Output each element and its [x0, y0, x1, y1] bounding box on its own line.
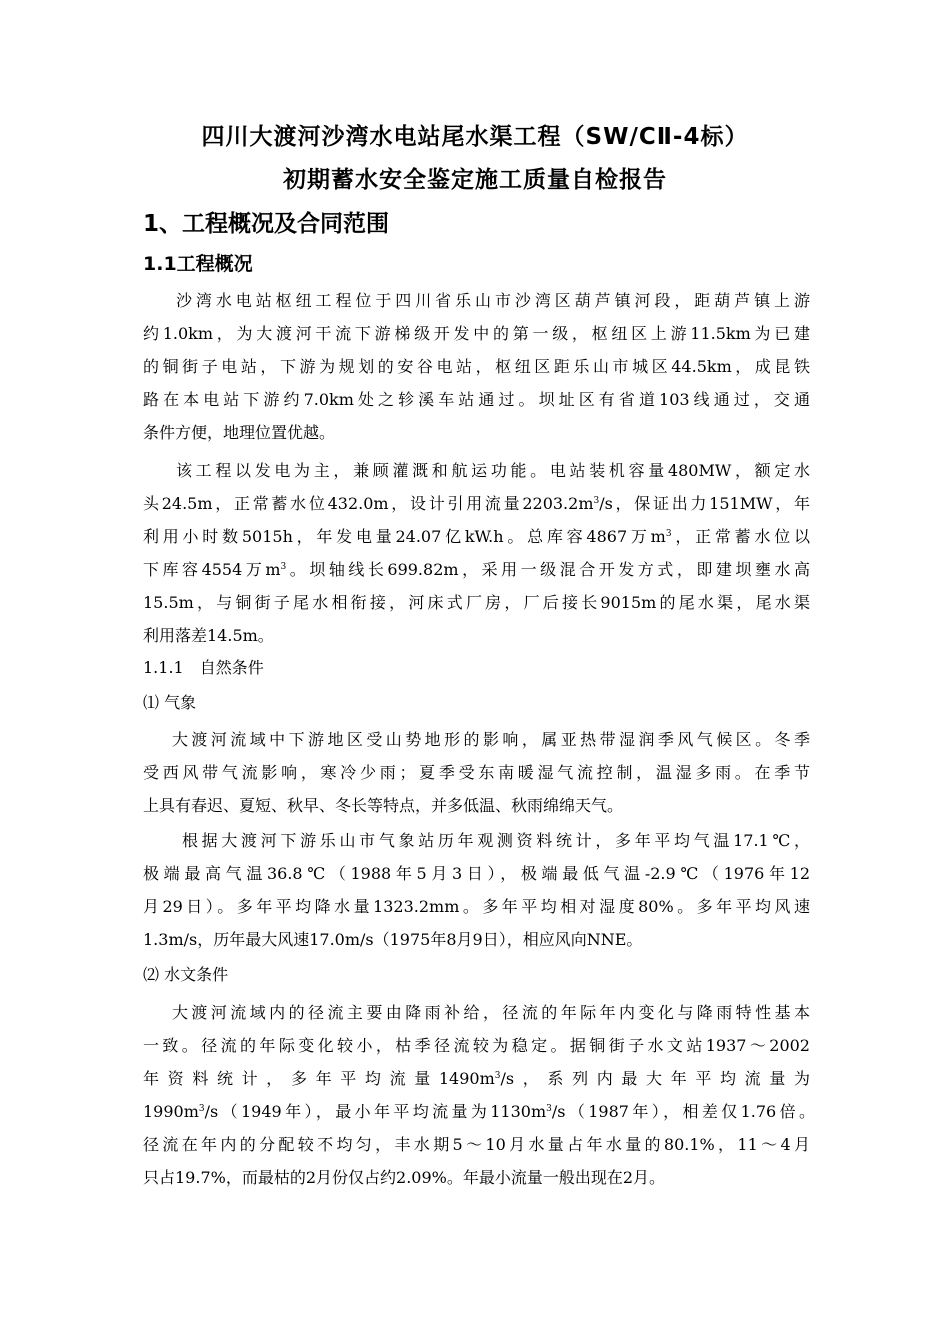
paragraph-5-line: $1990m^3/s(1949$年），最小年平均流量为$1130m^3/s(1987$年），相差仅1.76倍。 — [143, 1102, 815, 1121]
paragraph-4-line: 极端最高气温36.8℃（1988年5月3日），极端最低气温-2.9℃（1976年12 — [143, 864, 810, 883]
report-title-line-1: 四川大渡河沙湾水电站尾水渠工程（SW/CⅡ-4标） — [201, 124, 749, 150]
paragraph-3-line: 受西风带气流影响，寒冷少雨；夏季受东南暖湿气流控制，温湿多雨。在季节 — [143, 763, 810, 782]
paragraph-1-line: 沙湾水电站枢纽工程位于四川省乐山市沙湾区葫芦镇河段，距葫芦镇上游 — [176, 291, 810, 310]
section-heading-1: 1、工程概况及合同范围 — [143, 211, 390, 237]
paragraph-3-line: 大渡河流域中下游地区受山势地形的影响，属亚热带湿润季风气候区。冬季 — [172, 730, 810, 749]
paragraph-5-line: 径流在年内的分配较不均匀，丰水期5～10月水量占年水量的80.1%，11～4月 — [143, 1135, 810, 1154]
paragraph-5-line: 大渡河流域内的径流主要由降雨补给，径流的年际年内变化与降雨特性基本 — [172, 1003, 810, 1022]
paragraph-2-line: 该工程以发电为主，兼顾灌溉和航运功能。电站装机容量480MW，额定水 — [176, 461, 810, 480]
subsection-heading-1-1-1: 1.1.1 自然条件 — [143, 658, 264, 677]
paragraph-4-line: 根据大渡河下游乐山市气象站历年观测资料统计，多年平均气温17.1℃， — [182, 831, 810, 850]
paragraph-2-line: 头24.5m，正常蓄水位432.0m，设计引用流量$2203.2m^3/s$，保证出力151MW，年 — [143, 494, 810, 513]
paragraph-1-line: 约1.0km，为大渡河干流下游梯级开发中的第一级，枢纽区上游11.5km为已建 — [143, 324, 810, 343]
item-heading-climate: ⑴ 气象 — [143, 693, 197, 712]
report-title-line-2: 初期蓄水安全鉴定施工质量自检报告 — [283, 167, 667, 193]
section-heading-1-1: 1.1工程概况 — [143, 253, 253, 275]
paragraph-2-line: 下库容4554万$m^3$。坝轴线长699.82m，采用一级混合开发方式，即建坝壅水高 — [143, 560, 810, 579]
paragraph-1-line: 的铜街子电站，下游为规划的安谷电站，枢纽区距乐山市城区44.5km，成昆铁 — [143, 357, 810, 376]
paragraph-3-line: 上具有春迟、夏短、秋早、冬长等特点，并多低温、秋雨绵绵天气。 — [143, 796, 624, 815]
paragraph-2-line: 利用小时数5015h，年发电量24.07亿kW.h。总库容4867万$m^3$，正常蓄水位以 — [143, 527, 810, 546]
paragraph-5-line: 只占19.7%，而最枯的2月份仅占约2.09%。年最小流量一般出现在2月。 — [143, 1168, 666, 1187]
paragraph-2-line: 利用落差14.5m。 — [143, 626, 274, 645]
paragraph-2-line: 15.5m，与铜街子尾水相衔接，河床式厂房，厂后接长9015m的尾水渠，尾水渠 — [143, 593, 810, 612]
paragraph-4-line: 1.3m/s，历年最大风速17.0m/s（1975年8月9日），相应风向NNE。 — [143, 930, 643, 949]
item-heading-hydrology: ⑵ 水文条件 — [143, 965, 229, 984]
paragraph-5-line: 年资料统计，多年平均流量$1490m^3/s$，系列内最大年平均流量为 — [143, 1069, 810, 1088]
paragraph-1-line: 路在本电站下游约7.0km处之轸溪车站通过。坝址区有省道103线通过，交通 — [143, 390, 810, 409]
paragraph-5-line: 一致。径流的年际变化较小，枯季径流较为稳定。据铜街子水文站1937～2002 — [143, 1036, 810, 1055]
paragraph-4-line: 月29日）。多年平均降水量1323.2mm。多年平均相对湿度80%。多年平均风速 — [143, 897, 810, 916]
paragraph-1-line: 条件方便，地理位置优越。 — [143, 423, 336, 442]
